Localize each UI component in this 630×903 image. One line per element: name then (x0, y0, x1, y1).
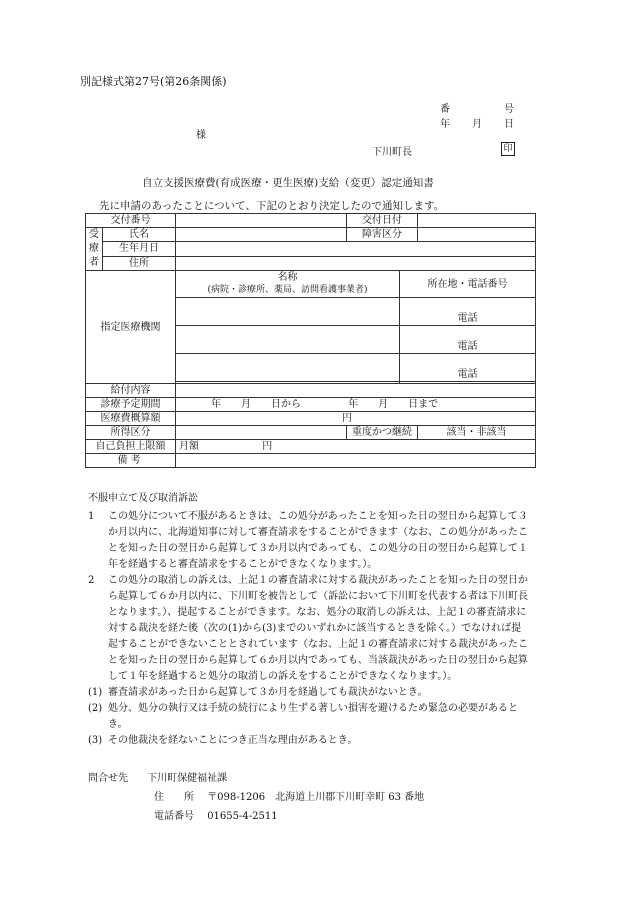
institution-name-sublabel: (病院・診療所、薬局、訪問看護事業者) (207, 285, 368, 295)
note-num-1: 1 (88, 511, 95, 522)
remarks-label: 備考 (86, 454, 176, 468)
certificate-table (85, 213, 536, 468)
date-label-day: 日 (504, 119, 514, 130)
copay-limit-value[interactable] (176, 440, 536, 454)
note-num-sub-2: (2) (88, 703, 103, 714)
address-label: 住所 (103, 256, 176, 270)
note-item-sub-1 (88, 685, 528, 701)
period-value[interactable] (176, 398, 536, 412)
contact-phone: 01655-4-2511 (207, 811, 278, 822)
location-phone-label: 所在地・電話番号 (400, 271, 536, 298)
benefit-content-value[interactable] (176, 384, 536, 398)
phone-label-2: 電話 (457, 341, 478, 352)
number-label-ban: 番 (440, 104, 450, 115)
note-item-1 (88, 509, 528, 573)
period-to: 年 月 日まで (348, 399, 439, 410)
appeal-notes (88, 491, 528, 749)
high-continuous-value[interactable]: 該当・非該当 (418, 426, 536, 440)
contact-department: 下川町保健福祉課 (147, 773, 228, 784)
note-text-sub-1: 審査請求があった日から起算して３か月を経過しても裁決がないとき。 (108, 687, 428, 698)
name-value[interactable] (176, 228, 347, 242)
phone-cell-3[interactable] (400, 354, 536, 382)
name-label: 氏名 (103, 228, 176, 242)
address-value[interactable] (176, 256, 536, 270)
phone-label-3: 電話 (457, 369, 478, 380)
period-from: 年 月 日から (211, 399, 301, 410)
page-title: 自立支援医療費(育成医療・更生医療)支給（変更）認定通知書 (142, 177, 434, 189)
birth-date-label: 生年月日 (103, 242, 176, 256)
issue-date-label: 交付日付 (347, 214, 418, 228)
benefit-content-label: 給付内容 (86, 384, 176, 398)
disability-category-label: 障害区分 (347, 228, 418, 242)
institution-name-row-3[interactable] (176, 354, 400, 382)
issue-date-value[interactable] (418, 214, 536, 228)
phone-label-1: 電話 (457, 313, 478, 324)
addressee-suffix: 様 (196, 130, 206, 141)
period-label: 診療予定期間 (86, 398, 176, 412)
institution-name-header (176, 271, 400, 298)
institution-name-row-2[interactable] (176, 326, 400, 354)
copay-limit-label: 自己負担上限額 (86, 440, 176, 454)
contact-address-label: 住 所 (154, 792, 194, 803)
note-item-sub-3 (88, 733, 528, 749)
seal-mark: 印 (501, 142, 515, 156)
contact-label: 問合せ先 (88, 773, 128, 784)
contact-block (88, 769, 424, 826)
note-num-2: 2 (88, 575, 95, 586)
income-category-value[interactable] (176, 426, 347, 440)
phone-cell-1[interactable] (400, 298, 536, 326)
date-label-year: 年 (440, 119, 450, 130)
cert-number-value[interactable] (176, 214, 347, 228)
note-text-1: この処分について不服があるときは、この処分があったことを知った日の翌日から起算して３か月以内に、北海道知事に対して審査請求をすることができます（なお、この処分があったことを知った日の翌日から起算して３か月以内であっても、この処分の日の翌日から起算して１年を経過すると審査請求をすることができなくなります。）。 (108, 511, 528, 570)
income-category-label: 所得区分 (86, 426, 176, 440)
form-id: 別記様式第27号(第26条関係) (80, 75, 227, 88)
note-text-sub-3: その他裁決を経ないことにつき正当な理由があるとき。 (108, 735, 358, 746)
note-num-sub-1: (1) (88, 687, 103, 698)
cert-number-label: 交付番号 (86, 214, 176, 228)
remarks-value[interactable] (176, 454, 536, 468)
estimated-cost-value[interactable] (176, 412, 536, 426)
estimated-cost-yen: 円 (342, 413, 352, 424)
note-text-sub-2: 処分、処分の執行又は手続の続行により生ずる著しい損害を避けるため緊急の必要があるとき。 (108, 703, 518, 730)
contact-phone-label: 電話番号 (154, 811, 194, 822)
note-item-2 (88, 573, 528, 685)
date-label-month: 月 (472, 119, 482, 130)
contact-address: 〒098-1206 北海道上川郡下川町幸町 63 番地 (207, 792, 425, 803)
estimated-cost-label: 医療費概算額 (86, 412, 176, 426)
phone-cell-2[interactable] (400, 326, 536, 354)
high-continuous-label: 重度かつ継続 (347, 426, 418, 440)
designated-institution-label: 指定医療機関 (86, 271, 176, 384)
institution-name-row-1[interactable] (176, 298, 400, 326)
birth-date-value[interactable] (176, 242, 536, 256)
number-label-go: 号 (504, 104, 514, 115)
notes-heading: 不服申立て及び取消訴訟 (88, 493, 198, 504)
monthly-label: 月額 (179, 441, 199, 452)
note-num-sub-3: (3) (88, 735, 103, 746)
recipient-label: 受療者 (86, 228, 103, 271)
note-text-2: この処分の取消しの訴えは、上記１の審査請求に対する裁決があったことを知った日の翌日から起算して６か月以内に、下川町を被告として（訴訟において下川町を代表する者は下川町長となります。）、提起することができます。なお、処分の取消しの訴えは、上記１の審査請求に対する裁決を経た後（次の(1)から(3)までのいずれかに該当するときを除く。）でなければ提起することができないこととされています（なお、上記１の審査請求に対する裁決があったことを知った日の翌日から起算して６か月以内であっても、当該裁決があった日の翌日から起算して１年を経過すると処分の取消しの訴えをすることができなくなります。）。 (108, 575, 528, 682)
note-item-sub-2 (88, 701, 528, 733)
disability-category-value[interactable] (418, 228, 536, 242)
intro-text: 先に申請のあったことについて、下記のとおり決定したので通知します。 (99, 200, 445, 212)
copay-limit-yen: 円 (262, 441, 273, 452)
issuer: 下川町長 (372, 147, 412, 158)
institution-name-label: 名称 (277, 272, 298, 283)
